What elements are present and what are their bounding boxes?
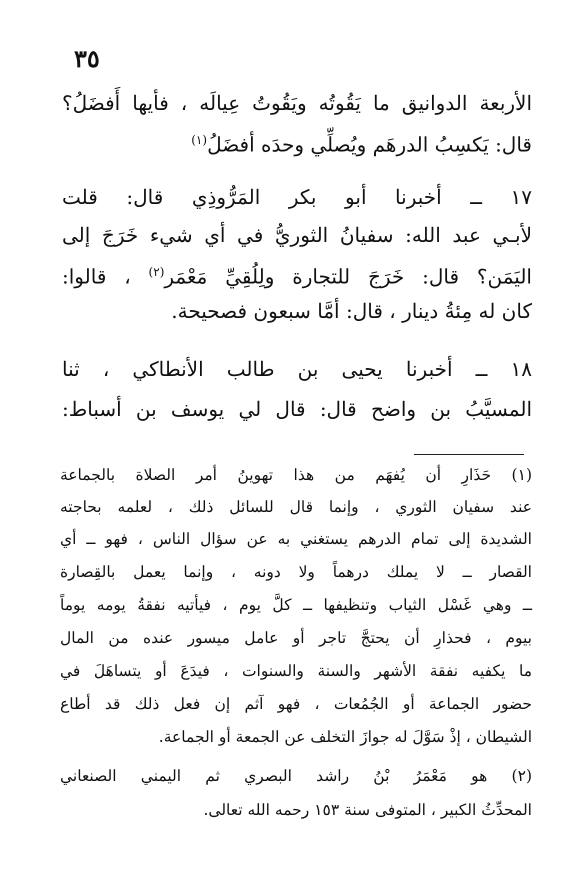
body-line-5-tail: ، قالوا: bbox=[62, 264, 131, 289]
footnote-line-10: (٢) هو مَعْمَرُ بْنُ راشد البصري ثم اليمني الصنعاني bbox=[60, 767, 532, 785]
body-line-3: ١٧ ــ أخبرنا أبو بكر المَرُّوذِي قال: قلت bbox=[62, 185, 532, 209]
footnote-line-2: عند سفيان الثوري ، وإنما قال للسائل ذلك ، لعلمه بحاجته bbox=[60, 498, 532, 516]
body-line-5-text: اليَمَن؟ قال: خَرَجَ للتجارة ولِلُقِيِّ مَعْمَر bbox=[164, 264, 532, 289]
body-line-1: الأربعة الدوانيق ما يَقُوتُه ويَقُوتُ عِيالَه ، فأيها أَفضَلُ؟ bbox=[62, 91, 532, 115]
footnote-line-7: ما يكفيه نفقة الأشهر والسنة والسنوات ، فيدَعَ أو يتساهَلَ في bbox=[60, 662, 532, 680]
body-line-5 bbox=[62, 257, 532, 292]
footnote-divider bbox=[414, 454, 524, 455]
footnote-ref-2: (٢) bbox=[148, 265, 165, 279]
body-line-6: كان له مِئةُ دينار ، قال: أمَّا سبعون فصحيحة. bbox=[171, 299, 532, 323]
footnote-line-9: الشيطان ، إذْ سَوَّلَ له جوازَ التخلف عن الجمعة أو الجماعة. bbox=[158, 728, 532, 746]
footnote-line-1: (١) حَذَارِ أن يُفهَم من هذا تهوينُ أمر الصلاة بالجماعة bbox=[60, 466, 532, 484]
footnote-line-11: المحدِّثُ الكبير ، المتوفى سنة ١٥٣ رحمه الله تعالى. bbox=[203, 801, 532, 819]
body-line-4: لأبـي عبد الله: سفيانُ الثوريُّ في أي شيء خَرَجَ إلى bbox=[62, 223, 532, 247]
body-line-7: ١٨ ــ أخبرنا يحيى بن طالب الأنطاكي ، ثنا bbox=[62, 357, 532, 381]
footnote-line-5: ــ وهي غَسْل الثياب وتنظيفها ــ كلَّ يوم ، فيأتيه نفقةُ يومه يوماً bbox=[60, 596, 532, 614]
page-number: ٣٥ bbox=[74, 44, 100, 73]
body-line-8: المسيَّبُ بن واضح قال: قال لي يوسف بن أسباط: bbox=[62, 397, 532, 421]
footnote-ref-1: (١) bbox=[191, 133, 208, 147]
body-line-2 bbox=[62, 125, 532, 160]
body-line-2-text: قال: يَكسِبُ الدرهَم ويُصلِّي وحدَه أفضَلُ bbox=[207, 132, 532, 157]
footnote-line-6: بيوم ، فحذارِ أن يحتجَّ تاجر أو عامل ميسور عنده من المال bbox=[60, 629, 532, 647]
footnote-line-8: حضور الجماعة أو الجُمُعات ، فهو آثم إن فعل ذلك قد أطاع bbox=[60, 695, 532, 713]
footnote-line-3: الشديدة إلى تمام الدرهم يستغني به عن سؤال الناس ، فهو ــ أي bbox=[60, 530, 532, 548]
footnote-line-4: القصار ــ لا يملك درهماً ولا دونه ، وإنما يعمل بالقِصارة bbox=[60, 563, 532, 581]
